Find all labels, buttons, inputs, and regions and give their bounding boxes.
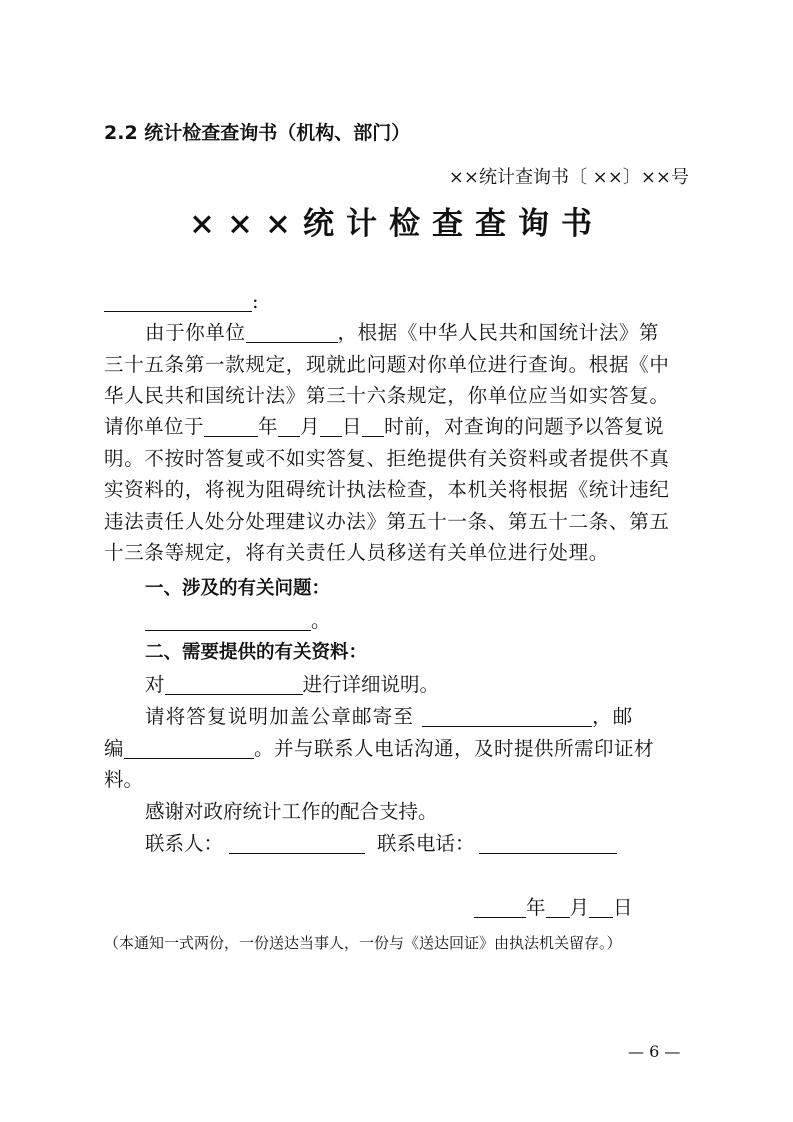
section-title: 2.2 统计检查查询书（机构、部门） (104, 122, 411, 144)
postcode-line (104, 737, 654, 760)
para1-text: 时前，对查询的问题予以答复说 (384, 415, 665, 438)
issues-line (145, 609, 331, 632)
address-blank (422, 705, 592, 726)
para1-line3: 华人民共和国统计法》第三十六条规定，你单位应当如实答复。 (104, 384, 670, 407)
mail-text: ，邮 (592, 705, 634, 728)
day-blank (320, 415, 342, 436)
date-month-label: 月 (569, 896, 590, 919)
mail-end-line: 料。 (104, 768, 144, 791)
para1-line1 (145, 321, 659, 344)
page-number: — 6 — (628, 1042, 681, 1061)
para1-text: 由于你单位 (145, 321, 246, 344)
mail-text: 。并与联系人电话沟通，及时提供所需印证材 (254, 737, 655, 760)
date-day-label: 日 (613, 896, 633, 919)
month-label: 月 (300, 415, 321, 438)
para1-text: ，根据《中华人民共和国统计法》第 (337, 321, 660, 344)
year-label: 年 (258, 415, 279, 438)
contact-line (145, 832, 617, 855)
materials-line (145, 673, 439, 696)
dui-label: 对 (145, 673, 165, 696)
day-label: 日 (342, 415, 363, 438)
para1-line4 (104, 415, 664, 438)
materials-tail: 进行详细说明。 (302, 673, 440, 696)
date-year-label: 年 (526, 896, 546, 919)
mail-line (145, 705, 634, 728)
main-title: ×××统计检查查询书 (189, 206, 604, 242)
date-year-blank (474, 896, 526, 917)
para1-line6: 实资料的，将视为阻碍统计执法检查，本机关将根据《统计违纪 (104, 478, 670, 501)
document-number: ××统计查询书〔 ××〕××号 (448, 167, 689, 188)
materials-blank (165, 673, 303, 694)
recipient-colon: : (252, 290, 259, 313)
issues-blank (145, 609, 311, 630)
month-blank (278, 415, 300, 436)
heading-materials: 二、需要提供的有关资料： (145, 642, 368, 663)
recipient-blank (104, 290, 252, 311)
para1-line2: 三十五条第一款规定，现就此问题对你单位进行查询。根据《中 (104, 353, 670, 376)
year-blank (204, 415, 258, 436)
date-line (474, 896, 633, 919)
heading-issues: 一、涉及的有关问题： (145, 578, 331, 599)
contact-label: 联系人： (145, 832, 224, 855)
postcode-label: 编 (104, 737, 125, 760)
recipient-line (104, 290, 259, 313)
postcode-blank (124, 737, 254, 758)
date-day-blank (589, 896, 613, 917)
phone-blank (479, 832, 617, 853)
date-month-blank (546, 896, 570, 917)
footnote: （本通知一式两份，一份送达当事人，一份与《送达回证》由执法机关留存。） (104, 934, 622, 952)
para1-text: 请你单位于 (104, 415, 205, 438)
thanks-line: 感谢对政府统计工作的配合支持。 (145, 800, 438, 823)
contact-blank (229, 832, 365, 853)
hour-blank (362, 415, 384, 436)
phone-label: 联系电话： (377, 832, 475, 855)
issues-period: 。 (311, 609, 331, 632)
para1-line5: 明。不按时答复或不如实答复、拒绝提供有关资料或者提供不真 (104, 447, 670, 470)
para1-line7: 违法责任人处分处理建议办法》第五十一条、第五十二条、第五 (104, 510, 670, 533)
para1-line8: 十三条等规定，将有关责任人员移送有关单位进行处理。 (104, 541, 610, 564)
unit-blank (246, 321, 338, 342)
mail-text: 请将答复说明加盖公章邮寄至 (145, 705, 415, 728)
